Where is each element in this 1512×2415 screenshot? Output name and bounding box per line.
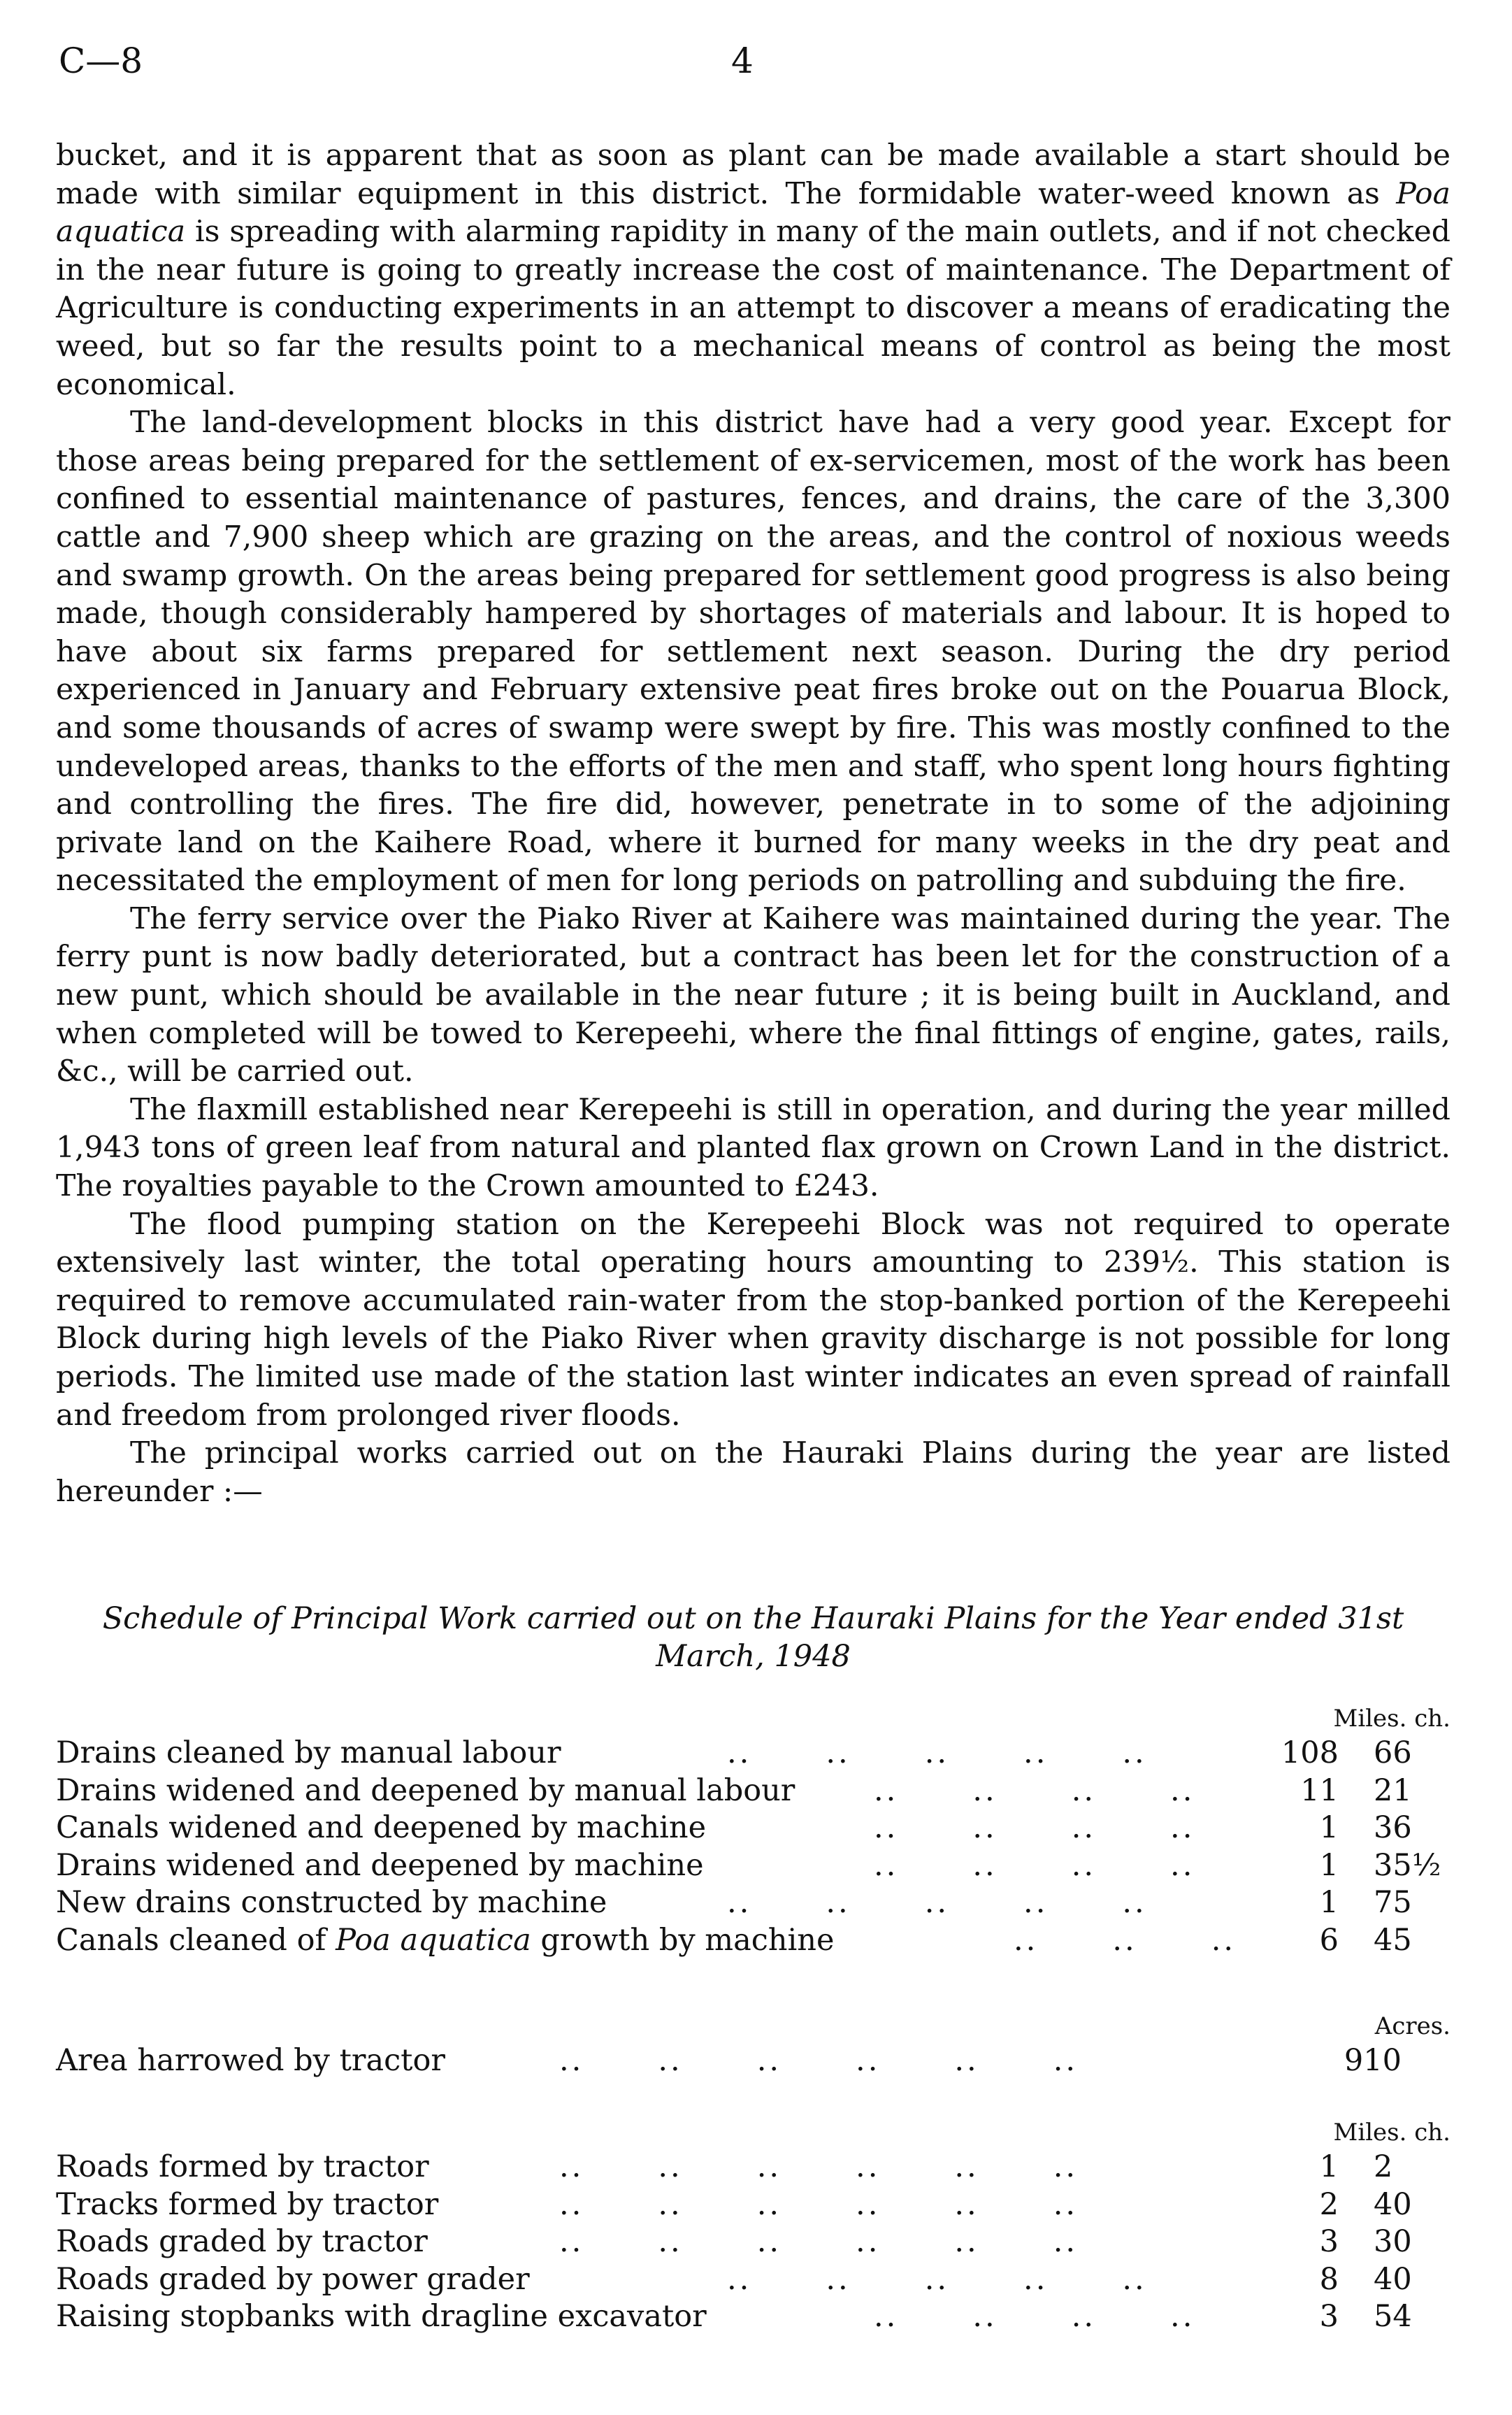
schedule-row <box>56 2043 1450 2081</box>
page-number: 4 <box>731 41 754 81</box>
dot-leader: .. .. .. .. .. .. <box>559 2224 1079 2259</box>
schedule-row-label: Canals cleaned of Poa aquatica growth by machine <box>56 1922 835 1958</box>
schedule-row <box>56 2299 1450 2337</box>
dot-leader: .. .. .. .. .. .. <box>559 2043 1079 2078</box>
schedule-row <box>56 2187 1450 2225</box>
schedule-row <box>56 2262 1450 2300</box>
dot-leader: .. .. .. .. .. .. <box>559 2186 1079 2222</box>
schedule-value-miles: 1 <box>1319 1885 1339 1920</box>
dot-leader: .. .. .. <box>1014 1922 1237 1958</box>
page-header <box>59 41 1450 89</box>
schedule-row <box>56 1735 1450 1773</box>
schedule-row-label: New drains constructed by machine <box>56 1885 607 1920</box>
schedule-row-label: Raising stopbanks with dragline excavator <box>56 2299 707 2334</box>
schedule-value-chains: 75 <box>1374 1885 1412 1920</box>
dot-leader: .. .. .. .. <box>874 1810 1195 1845</box>
schedule-group-drains <box>56 1705 1450 1961</box>
schedule-row <box>56 2149 1450 2187</box>
schedule-row-label: Roads graded by power grader <box>56 2261 530 2297</box>
schedule-row <box>56 1923 1450 1961</box>
schedule-value-chains: 35½ <box>1374 1847 1441 1883</box>
paragraph <box>56 404 1450 901</box>
schedule-row-label: Roads formed by tractor <box>56 2149 429 2184</box>
schedule-row-label: Canals widened and deepened by machine <box>56 1810 707 1845</box>
dot-leader: .. .. .. .. <box>874 1847 1195 1883</box>
schedule-value-chains: 21 <box>1374 1772 1412 1808</box>
schedule-value-chains: 45 <box>1374 1922 1412 1958</box>
dot-leader: .. .. .. .. <box>874 2299 1195 2334</box>
schedule-value-miles: 3 <box>1319 2224 1339 2259</box>
schedule-row <box>56 1773 1450 1811</box>
schedule-value-miles: 1 <box>1319 1810 1339 1845</box>
schedule-row <box>56 1885 1450 1923</box>
schedule-value: 910 <box>1344 2043 1402 2078</box>
schedule-row-label: Drains widened and deepened by manual labour <box>56 1772 795 1808</box>
body-text <box>56 137 1450 1511</box>
schedule-title: Schedule of Principal Work carried out on the Hauraki Plains for the Year ended 31st March, 1948 <box>102 1601 1404 1674</box>
schedule-value-chains: 40 <box>1374 2186 1412 2222</box>
paragraph-text: The ferry service over the Piako River at Kaihere was maintained during the year. The ferry punt is now badly deteriorated, but a contract has been let for the construction of a new punt, which should be available in the near future ; it is being built in Auckland, and when completed will be towed to Kerepeehi, where the final fittings of engine, gates, rails, &c., will be carried out. <box>56 901 1450 1089</box>
schedule-group-roads <box>56 2119 1450 2370</box>
schedule-value-chains: 54 <box>1374 2299 1412 2334</box>
italic-text: Poa aquatica <box>56 176 1450 250</box>
paragraph-text: is spreading with alarming rapidity in many of the main outlets, and if not checked in the near future is going to greatly increase the cost of maintenance. The Department of Agriculture is conducting experiments in an attempt to discover a means of eradicating the weed, but so far the results point to a mechanical means of control as being the most economical. <box>56 215 1450 402</box>
dot-leader: .. .. .. .. .. <box>727 1885 1147 1920</box>
schedule-value-miles: 3 <box>1319 2299 1339 2334</box>
paragraph-text: The flood pumping station on the Kerepeehi Block was not required to operate extensively last winter, the total operating hours amounting to 239½. This station is required to remove accumulated rain-water from the stop-banked portion of the Kerepeehi Block during high levels of the Piako River when gravity discharge is not possible for long periods. The limited use made of the station last winter indicates an even spread of rainfall and freedom from prolonged river floods. <box>56 1207 1450 1433</box>
schedule-value-chains: 2 <box>1374 2149 1393 2184</box>
schedule-value-miles: 1 <box>1319 2149 1339 2184</box>
schedule-row <box>56 2224 1450 2262</box>
paragraph-text: The principal works carried out on the Hauraki Plains during the year are listed hereunder :— <box>56 1436 1450 1509</box>
dot-leader: .. .. .. .. .. <box>727 2261 1147 2297</box>
schedule-group-area <box>56 2012 1450 2096</box>
paragraph <box>56 1435 1450 1511</box>
schedule-value-chains: 66 <box>1374 1735 1412 1770</box>
schedule-value-miles: 6 <box>1319 1922 1339 1958</box>
paragraph-text: The flaxmill established near Kerepeehi is still in operation, and during the year milled 1,943 tons of green leaf from natural and planted flax grown on Crown Land in the district. The royalties payable to the Crown amounted to £243. <box>56 1092 1450 1204</box>
paragraph <box>56 901 1450 1091</box>
unit-heading: Acres. <box>1374 2012 1450 2040</box>
dot-leader: .. .. .. .. <box>874 1772 1195 1808</box>
schedule-value-miles: 8 <box>1319 2261 1339 2297</box>
schedule-row <box>56 1848 1450 1886</box>
schedule-value-chains: 36 <box>1374 1810 1412 1845</box>
paragraph-text: bucket, and it is apparent that as soon as plant can be made available a start should be made with similar equipment in this district. The formidable water-weed known as <box>56 138 1450 211</box>
schedule-value-miles: 108 <box>1281 1735 1339 1770</box>
schedule-value-chains: 40 <box>1374 2261 1412 2297</box>
dot-leader: .. .. .. .. .. .. <box>559 2149 1079 2184</box>
unit-heading: Miles. ch. <box>1333 2119 1450 2147</box>
italic-text: Poa aquatica <box>336 1922 531 1958</box>
schedule-value-chains: 30 <box>1374 2224 1412 2259</box>
paragraph <box>56 1206 1450 1435</box>
paragraph <box>56 137 1450 404</box>
paragraph-text: The land-development blocks in this district have had a very good year. Except for those areas being prepared for the settlement of ex-servicemen, most of the work has been confined to essential maintenance of pastures, fences, and drains, the care of the 3,300 cattle and 7,900 sheep which are grazing on the areas, and the control of noxious weeds and swamp growth. On the areas being prepared for settlement good progress is also being made, though considerably hampered by shortages of materials and labour. It is hoped to have about six farms prepared for settlement next season. During the dry period experienced in January and February extensive peat fires broke out on the Pouarua Block, and some thousands of acres of swamp were swept by fire. This was mostly confined to the undeveloped areas, thanks to the efforts of the men and staff, who spent long hours fighting and controlling the fires. The fire did, however, penetrate in to some of the adjoining private land on the Kaihere Road, where it burned for many weeks in the dry peat and necessitated the employment of men for long periods on patrolling and subduing the fire. <box>56 406 1450 898</box>
schedule-row <box>56 1810 1450 1848</box>
schedule-row-label: Drains widened and deepened by machine <box>56 1847 704 1883</box>
dot-leader: .. .. .. .. .. <box>727 1735 1147 1770</box>
schedule-row-label: Tracks formed by tractor <box>56 2186 439 2222</box>
schedule-value-miles: 1 <box>1319 1847 1339 1883</box>
schedule-row-label: Roads graded by tractor <box>56 2224 428 2259</box>
paragraph <box>56 1091 1450 1206</box>
schedule-value-miles: 2 <box>1319 2186 1339 2222</box>
document-reference: C—8 <box>59 41 143 81</box>
schedule-row-label: Drains cleaned by manual labour <box>56 1735 561 1770</box>
schedule-row-label: Area harrowed by tractor <box>56 2043 445 2078</box>
schedule-value-miles: 11 <box>1300 1772 1339 1808</box>
unit-heading: Miles. ch. <box>1333 1705 1450 1733</box>
